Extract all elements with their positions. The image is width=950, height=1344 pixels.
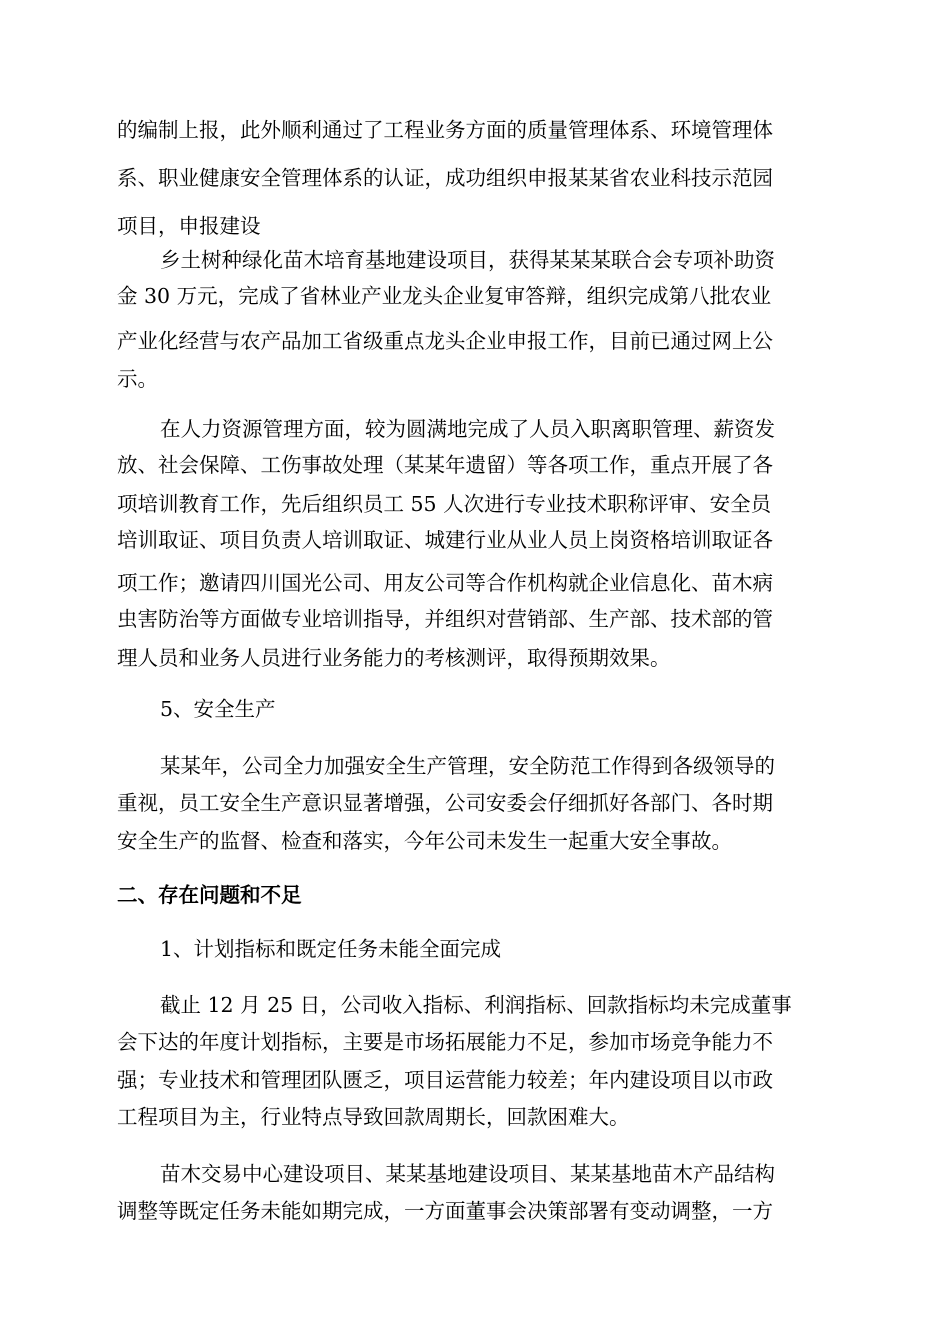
paragraph-5-line-3: 强；专业技术和管理团队匮乏，项目运营能力较差；年内建设项目以市政 [117,1068,773,1092]
paragraph-1-line-3: 项目，申报建设 [117,214,261,238]
paragraph-2-line-2: 金 30 万元，完成了省林业产业龙头企业复审答辩，组织完成第八批农业 [117,284,772,308]
paragraph-4-line-2: 重视，员工安全生产意识显著增强，公司安委会仔细抓好各部门、各时期 [117,791,773,815]
paragraph-2-line-4: 示。 [117,367,158,391]
paragraph-3-line-4: 培训取证、项目负责人培训取证、城建行业从业人员上岗资格培训取证各 [117,528,773,552]
paragraph-6-line-1: 苗木交易中心建设项目、某某基地建设项目、某某基地苗木产品结构 [160,1162,775,1186]
paragraph-2-line-3: 产业化经营与农产品加工省级重点龙头企业申报工作，目前已通过网上公 [117,329,773,353]
paragraph-2-line-1: 乡土树种绿化苗木培育基地建设项目，获得某某某联合会专项补助资 [160,248,775,272]
paragraph-3-line-7: 理人员和业务人员进行业务能力的考核测评，取得预期效果。 [117,646,671,670]
paragraph-6-line-2: 调整等既定任务未能如期完成，一方面董事会决策部署有变动调整，一方 [117,1199,773,1223]
paragraph-5-line-4: 工程项目为主，行业特点导致回款周期长，回款困难大。 [117,1105,630,1129]
paragraph-1-line-2: 系、职业健康安全管理体系的认证，成功组织申报某某省农业科技示范园 [117,166,773,190]
paragraph-1-line-1: 的编制上报，此外顺利通过了工程业务方面的质量管理体系、环境管理体 [117,118,773,142]
paragraph-3-line-5: 项工作；邀请四川国光公司、用友公司等合作机构就企业信息化、苗木病 [117,571,773,595]
subheading-safety-production: 5、安全生产 [160,697,276,721]
paragraph-4-line-1: 某某年，公司全力加强安全生产管理，安全防范工作得到各级领导的 [160,754,775,778]
paragraph-4-line-3: 安全生产的监督、检查和落实，今年公司未发生一起重大安全事故。 [117,829,732,853]
paragraph-3-line-1: 在人力资源管理方面，较为圆满地完成了人员入职离职管理、薪资发 [160,417,775,441]
paragraph-3-line-2: 放、社会保障、工伤事故处理（某某年遗留）等各项工作，重点开展了各 [117,453,773,477]
paragraph-5-line-1: 截止 12 月 25 日，公司收入指标、利润指标、回款指标均未完成董事 [160,993,792,1017]
section-heading-problems: 二、存在问题和不足 [117,883,302,907]
subheading-plan-targets: 1、计划指标和既定任务未能全面完成 [160,937,502,961]
paragraph-3-line-6: 虫害防治等方面做专业培训指导，并组织对营销部、生产部、技术部的管 [117,607,773,631]
paragraph-5-line-2: 会下达的年度计划指标，主要是市场拓展能力不足，参加市场竞争能力不 [117,1030,773,1054]
paragraph-3-line-3: 项培训教育工作，先后组织员工 55 人次进行专业技术职称评审、安全员 [117,492,772,516]
